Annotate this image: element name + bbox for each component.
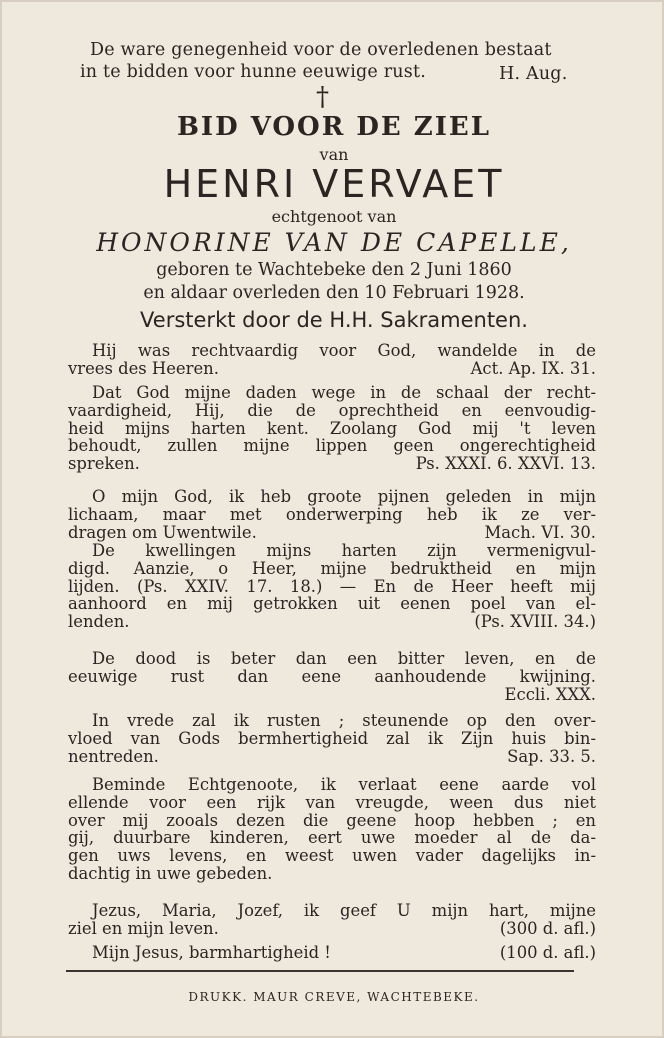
prayer-line: gij, duurbare kinderen, eert uwe moeder al de da-: [68, 828, 596, 848]
printer-line: DRUKK. MAUR CREVE, WACHTEBEKE.: [188, 990, 480, 1004]
prayer-line: vaardigheid, Hij, die de oprechtheid en eenvoudig-: [68, 400, 596, 420]
prayer-line: nentreden.: [68, 746, 159, 766]
scripture-reference: (300 d. afl.): [499, 918, 596, 938]
prayer-line: over mij zooals dezen die geene hoop hebben ; en: [68, 810, 596, 830]
prayer-line: dragen om Uwentwile.: [68, 522, 257, 542]
prayer-paragraph: [68, 711, 596, 766]
prayer-line: Hij was rechtvaardig voor God, wandelde in de: [92, 341, 596, 360]
divider: [66, 970, 574, 972]
scripture-reference: Act. Ap. IX. 31.: [470, 358, 596, 378]
prayer-paragraph: [88, 944, 596, 962]
birth-line: geboren te Wachtebeke den 2 Juni 1860: [156, 260, 512, 280]
prayer-line: De dood is beter dan een bitter leven, en de: [92, 649, 596, 668]
prayer-line: vrees des Heeren.: [68, 358, 219, 378]
prayer-paragraph: [68, 341, 596, 378]
scripture-reference: (Ps. XVIII. 34.): [474, 612, 596, 632]
prayer-line: dachtig in uwe gebeden.: [68, 863, 273, 883]
deceased-name: HENRI VERVAET: [163, 162, 505, 206]
prayer-line: aanhoord en mij getrokken uit eenen poel van el-: [68, 594, 596, 614]
prayer-paragraph: [68, 901, 596, 938]
prayer-line: gen uws levens, en weest uwen vader dagelijks in-: [68, 846, 596, 866]
van-label: van: [319, 145, 349, 164]
scripture-reference: Sap. 33. 5.: [507, 746, 596, 766]
prayer-line: Jezus, Maria, Jozef, ik geef U mijn hart, mijne: [92, 901, 596, 920]
prayer-line: behoudt, zullen mijne lippen geen ongerechtigheid: [68, 436, 596, 456]
prayer-line: Beminde Echtgenoote, ik verlaat eene aarde vol: [92, 775, 596, 794]
prayer-line: In vrede zal ik rusten ; steunende op den over-: [92, 711, 596, 730]
heading: BID VOOR DE ZIEL: [176, 112, 492, 142]
spouse-name: HONORINE VAN DE CAPELLE,: [96, 228, 572, 257]
motto-author: H. Aug.: [499, 64, 568, 84]
prayer-line: eeuwige rust dan eene aanhoudende kwijning.: [68, 666, 596, 686]
spouse-label: echtgenoot van: [271, 207, 397, 226]
cross-icon: †: [316, 82, 329, 112]
prayer-paragraph: [68, 487, 596, 542]
prayer-paragraph: [68, 649, 596, 704]
prayer-paragraph: [68, 775, 596, 883]
prayer-paragraph: [68, 383, 596, 474]
prayer-line: spreken.: [68, 454, 140, 474]
scripture-reference: Ps. XXXI. 6. XXVI. 13.: [415, 454, 596, 474]
prayer-line: De kwellingen mijns harten zijn vermenigvul-: [92, 541, 596, 560]
motto-line-2: in te bidden voor hunne eeuwige rust.: [80, 62, 426, 82]
motto-line-1: De ware genegenheid voor de overledenen bestaat: [90, 40, 552, 60]
scripture-reference: (100 d. afl.): [499, 943, 596, 962]
prayer-paragraph: [68, 541, 596, 632]
sacraments-line: Versterkt door de H.H. Sakramenten.: [140, 308, 528, 332]
prayer-line: Dat God mijne daden wege in de schaal der recht-: [92, 383, 596, 402]
prayer-line: lijden. (Ps. XXIV. 17. 18.) — En de Heer heeft mij: [68, 576, 596, 596]
prayer-line: lichaam, maar met onderwerping heb ik ze ver-: [68, 504, 596, 524]
prayer-line: Mijn Jesus, barmhartigheid !: [92, 943, 331, 962]
prayer-line: ellende voor een rijk van vreugde, ween dus niet: [68, 792, 596, 812]
prayer-line: ziel en mijn leven.: [68, 918, 219, 938]
scripture-reference: Eccli. XXX.: [504, 684, 596, 704]
prayer-line: vloed van Gods bermhertigheid zal ik Zijn huis bin-: [68, 728, 596, 748]
prayer-line: heid mijns harten kent. Zoolang God mij 't leven: [68, 418, 596, 438]
prayer-line: digd. Aanzie, o Heer, mijne bedruktheid en mijn: [68, 558, 596, 578]
death-line: en aldaar overleden den 10 Februari 1928.: [143, 283, 525, 303]
prayer-line: O mijn God, ik heb groote pijnen geleden in mijn: [92, 487, 596, 506]
prayer-line: lenden.: [68, 612, 130, 632]
scripture-reference: Mach. VI. 30.: [484, 522, 596, 542]
